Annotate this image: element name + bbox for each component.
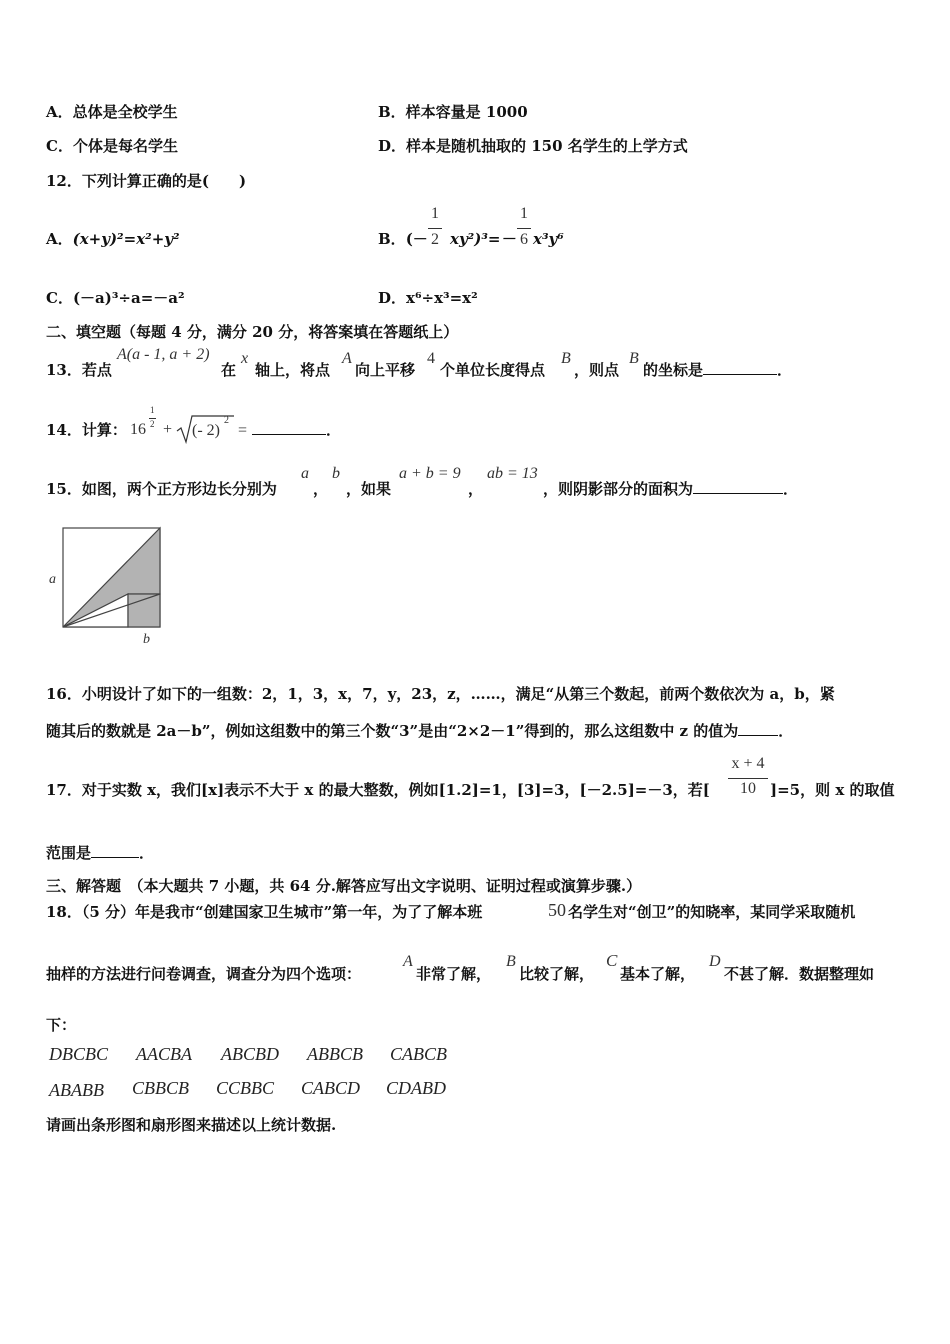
- q18-line-1-post: 名学生对“创卫”的知晓率，某同学采取随机: [568, 903, 856, 921]
- q12-frac2-num: 1: [520, 205, 528, 222]
- q18-option-b: 比较了解，: [519, 965, 595, 983]
- section-2-heading: 二、填空题（每题 4 分，满分 20 分，将答案填在答题纸上）: [46, 323, 459, 341]
- q16-end: ．: [778, 722, 794, 740]
- q15-label-a: a: [49, 572, 56, 587]
- q12-frac1-bar: [428, 228, 442, 229]
- q15-text-1: ，如果: [346, 480, 392, 498]
- q17-answer-blank[interactable]: [91, 857, 139, 858]
- q15-text-2: [543, 479, 798, 499]
- q15-cond-2: ab = 13: [487, 465, 538, 482]
- q18-b: B: [506, 953, 516, 970]
- q12-option-d: D．x⁶÷x³=x²: [378, 289, 478, 307]
- q15-label-b: b: [143, 632, 150, 647]
- q14-exp-num: 1: [150, 405, 155, 415]
- q15-num: 15．如图，两个正方形边长分别为: [46, 480, 277, 498]
- q11-option-b: B．样本容量是 1000: [378, 103, 528, 121]
- q13-b2: B: [629, 350, 639, 367]
- q15-b: b: [332, 465, 340, 482]
- q13-a: A: [342, 350, 352, 367]
- q17-line-2a: 范围是: [46, 844, 92, 862]
- q17-end: ．: [139, 844, 155, 862]
- q13-text-1: 在: [221, 361, 237, 379]
- q18-line-3: 下：: [46, 1016, 77, 1034]
- q18-row1-item-2: AACBA: [136, 1044, 192, 1064]
- q12-frac2-den: 6: [520, 231, 528, 248]
- q13-text-6: [643, 360, 792, 380]
- q15-a: a: [301, 465, 309, 482]
- q13-text-4: 个单位长度得点: [440, 361, 546, 379]
- q16-line-2a: 随其后的数就是 2a－b”，例如这组数中的第三个数“3”是由“2×2－1”得到的，那么这组数中 z 的值为: [46, 722, 739, 740]
- q18-row1-item-5: CABCB: [390, 1044, 447, 1064]
- q17-frac-den: 10: [740, 780, 756, 797]
- q17-frac-bar: [728, 778, 768, 779]
- q17-line-2: [46, 843, 154, 863]
- q17-text-1: 17．对于实数 x，我们[x]表示不大于 x 的最大整数，例如[1.2]=1，[3]=3，[－2.5]=－3，若[: [46, 781, 710, 799]
- section-3-heading: 三、解答题 （本大题共 7 小题，共 64 分.解答应写出文字说明、证明过程或演算步骤.）: [46, 877, 642, 895]
- q18-row2-item-1: ABABB: [49, 1080, 104, 1100]
- q12-option-b-label: B．: [378, 230, 406, 248]
- q15-answer-blank[interactable]: [693, 493, 783, 494]
- q13-four: 4: [427, 350, 435, 367]
- q12-option-b-mid: xy²)³=－: [450, 230, 516, 248]
- q15-text-2a: ，则阴影部分的面积为: [543, 480, 694, 498]
- q18-row2-item-3: CCBBC: [216, 1078, 275, 1098]
- q18-row2-item-5: CDABD: [386, 1078, 446, 1098]
- q18-option-c: 基本了解，: [620, 965, 696, 983]
- q18-c: C: [606, 951, 618, 970]
- q15-comma-1: ，: [313, 480, 329, 498]
- q15-end: ．: [783, 480, 799, 498]
- q18-line-2-pre: 抽样的方法进行问卷调查，调查分为四个选项：: [46, 965, 362, 983]
- q13-b: B: [561, 350, 571, 367]
- q13-text-5: ，则点: [574, 361, 620, 379]
- q12-option-a-expr: (x+y)²=x²+y²: [72, 230, 180, 248]
- q13-answer-blank[interactable]: [703, 374, 777, 375]
- q18-d: D: [709, 953, 721, 970]
- q11-option-d: D．样本是随机抽取的 150 名学生的上学方式: [378, 137, 688, 155]
- q13-x: x: [241, 350, 249, 367]
- q16-line-2: [46, 721, 793, 741]
- q18-option-a: 非常了解，: [416, 965, 492, 983]
- q14-answer: [252, 420, 341, 440]
- q12-frac1-num: 1: [431, 205, 439, 222]
- q12-option-b-post: x³y⁶: [533, 230, 564, 248]
- q12-option-c: C．(－a)³÷a=－a²: [46, 289, 185, 307]
- q18-row2-item-2: CBBCB: [132, 1078, 189, 1098]
- q14-square: 2: [224, 415, 229, 426]
- q14-equals: =: [238, 422, 248, 439]
- q13-point-a: A(a - 1, a + 2): [117, 346, 210, 363]
- q18-line-1-pre: 18．（5 分）年是我市“创建国家卫生城市”第一年，为了了解本班: [46, 903, 483, 921]
- q18-final-instruction: 请画出条形图和扇形图来描述以上统计数据.: [46, 1116, 337, 1134]
- q11-option-a: A．总体是全校学生: [46, 103, 178, 121]
- q18-row2-item-4: CABCD: [301, 1078, 361, 1098]
- q16-line-1: 16．小明设计了如下的一组数：2，1，3，x，7，y，23，z，……，满足“从第三个数起，前两个数依次为 a，b，紧: [46, 685, 835, 703]
- q18-row1-item-1: DBCBC: [49, 1044, 109, 1064]
- q12-option-a: [46, 229, 180, 249]
- q18-option-d: 不甚了解．数据整理如: [724, 965, 875, 983]
- q12-option-a-label: A．: [46, 230, 73, 248]
- q12-option-b-open: (－: [405, 230, 428, 248]
- q18-row1-item-3: ABCBD: [221, 1044, 279, 1064]
- q14-base: 16: [130, 421, 146, 438]
- q17-text-2: ]=5，则 x 的取值: [770, 781, 895, 799]
- q13-num: 13．若点: [46, 361, 112, 379]
- q14-exp-den: 2: [150, 419, 155, 429]
- q16-answer-blank[interactable]: [738, 735, 778, 736]
- q18-a: A: [403, 953, 413, 970]
- q15-comma-2: ，: [468, 480, 484, 498]
- q13-text-2: 轴上，将点: [255, 361, 331, 379]
- q13-end: ．: [777, 361, 793, 379]
- q12-frac1-den: 2: [431, 231, 439, 248]
- q12-option-b-pre: [378, 229, 428, 249]
- q12-frac2-bar: [517, 228, 531, 229]
- q14-num: 14．计算：: [46, 421, 127, 439]
- q12-stem: 12．下列计算正确的是( ): [46, 172, 247, 190]
- q11-option-c: C．个体是每名学生: [46, 137, 178, 155]
- q17-frac-num: x + 4: [731, 755, 765, 772]
- q18-fifty: 50: [548, 900, 566, 920]
- q15-figure: [45, 520, 170, 650]
- q14-end: ．: [326, 421, 342, 439]
- q13-text-6a: 的坐标是: [643, 361, 704, 379]
- q15-cond-1: a + b = 9: [399, 465, 461, 482]
- q14-plus: +: [163, 421, 173, 438]
- q18-row1-item-4: ABBCB: [307, 1044, 363, 1064]
- q14-answer-blank[interactable]: [252, 434, 326, 435]
- q13-text-3: 向上平移: [355, 361, 416, 379]
- q14-radicand: (- 2): [192, 422, 220, 439]
